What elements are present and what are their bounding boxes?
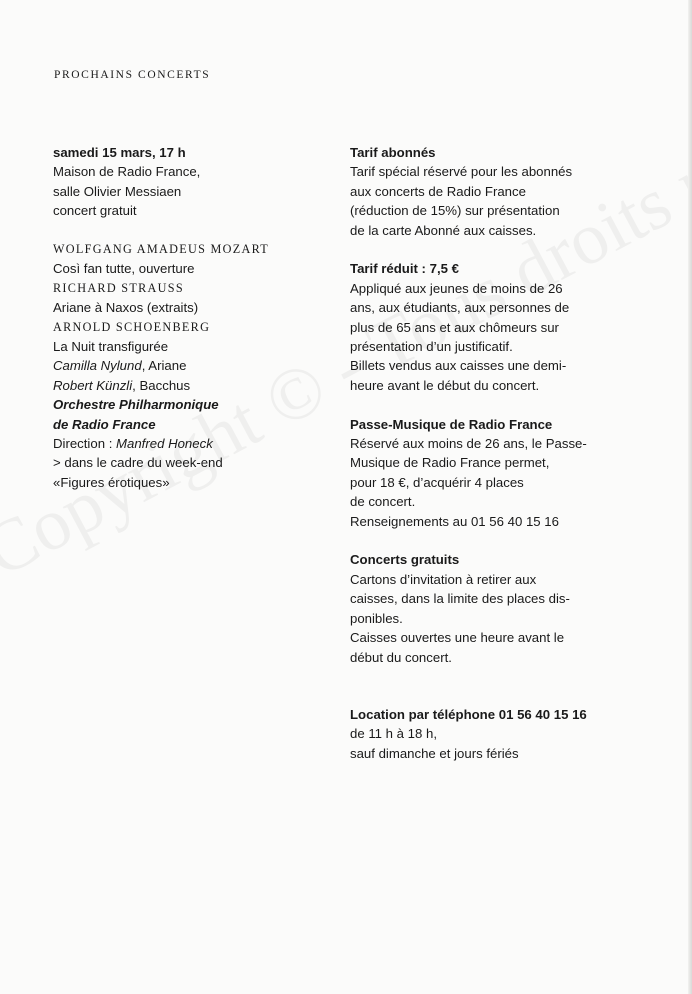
work-title: Ariane à Naxos (extraits) [53,300,199,316]
section-text: Tarif spécial réservé pour les abonnés [350,164,573,180]
section-text: Réservé aux moins de 26 ans, le Passe- [350,436,587,452]
event-note: > dans le cadre du week-end [53,455,223,471]
venue-line: salle Olivier Messiaen [53,183,182,199]
section-text: présentation d’un justificatif. [350,339,513,355]
section-text: heure avant le début du concert. [350,377,540,393]
section-title: Tarif réduit : 7,5 € [350,261,459,277]
section-text: ans, aux étudiants, aux personnes de [350,300,570,316]
section-text: Caisses ouvertes une heure avant le [350,630,565,646]
composer-name: RICHARD STRAUSS [53,280,184,295]
concert-date: samedi 15 mars, 17 h [53,145,186,160]
venue-line: concert gratuit [53,203,137,219]
section-text: de la carte Abonné aux caisses. [350,222,537,238]
section-text: début du concert. [350,649,452,665]
concert-column [53,143,333,492]
conductor-name: Manfred Honeck [116,436,213,452]
section-title: Concerts gratuits [350,552,460,568]
work-title: Così fan tutte, ouverture [53,261,195,277]
composer-name: WOLFGANG AMADEUS MOZART [53,242,270,257]
tariffs-column [350,143,680,763]
section-text: aux concerts de Radio France [350,183,526,199]
direction-label: Direction : [53,436,117,452]
direction [53,434,333,453]
section-text: plus de 65 ans et aux chômeurs sur [350,319,559,335]
performer [53,376,333,395]
section-text: ponibles. [350,610,403,626]
composer-name: ARNOLD SCHOENBERG [53,319,211,334]
page-title: PROCHAINS CONCERTS [54,69,211,81]
section-text: caisses, dans la limite des places dis- [350,591,570,607]
venue-line: Maison de Radio France, [53,164,201,180]
orchestra-name: de Radio France [53,416,156,432]
page-edge [688,0,692,994]
section-text: Musique de Radio France permet, [350,455,550,471]
section-text: pour 18 €, d’acquérir 4 places [350,474,524,490]
performer [53,356,333,375]
performer-role: , Ariane [141,358,187,374]
section-text: de concert. [350,494,416,510]
performer-name: Robert Künzli [53,377,133,393]
performer-role: , Bacchus [132,377,191,393]
work-title: La Nuit transfigurée [53,339,169,355]
section-title: Passe-Musique de Radio France [350,416,553,432]
section-title: Tarif abonnés [350,145,436,160]
section-text: Renseignements au 01 56 40 15 16 [350,513,559,529]
section-text: sauf dimanche et jours fériés [350,745,519,761]
section-text: de 11 h à 18 h, [350,726,438,742]
section-title: Location par téléphone 01 56 40 15 16 [350,706,587,722]
section-text: (réduction de 15%) sur présentation [350,203,560,219]
section-text: Appliqué aux jeunes de moins de 26 [350,280,563,296]
event-note: «Figures érotiques» [53,474,170,490]
orchestra-name: Orchestre Philharmonique [53,397,219,413]
section-text: Billets vendus aux caisses une demi- [350,358,567,374]
performer-name: Camilla Nylund [53,358,142,374]
section-text: Cartons d’invitation à retirer aux [350,571,537,587]
